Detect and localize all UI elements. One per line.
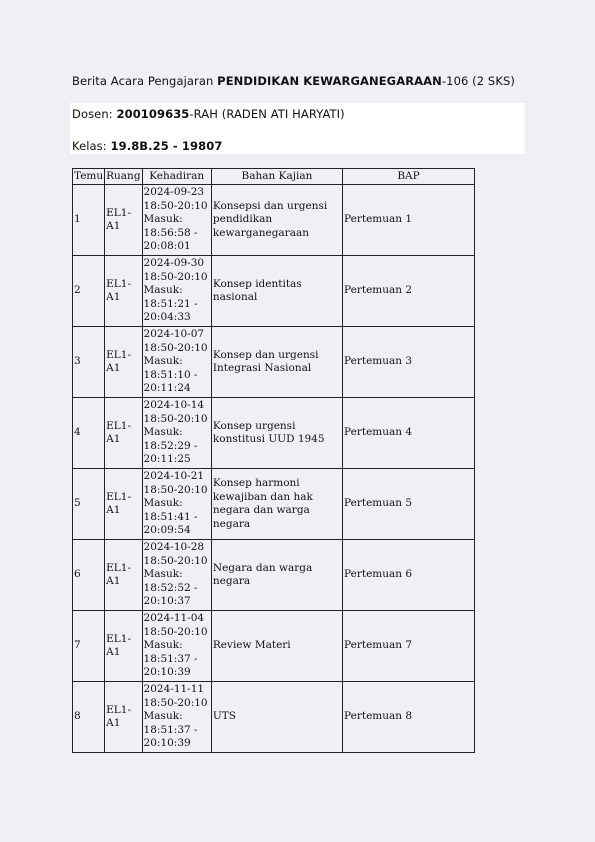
column-header-bap: BAP	[343, 169, 475, 185]
kelas-label: Kelas:	[72, 139, 111, 153]
cell-bahan-kajian: Konsep identitas nasional	[211, 256, 342, 327]
cell-ruang: EL1-A1	[105, 469, 142, 540]
cell-bap: Pertemuan 2	[343, 256, 475, 327]
dosen-id: 200109635	[116, 107, 190, 121]
cell-temu: 2	[73, 256, 105, 327]
table-row	[73, 185, 475, 256]
table-row	[73, 611, 475, 682]
course-name: PENDIDIKAN KEWARGANEGARAAN	[217, 74, 442, 88]
cell-bahan-kajian: UTS	[211, 682, 342, 753]
kehadiran-schedule: 18:50-20:10	[143, 554, 208, 567]
kehadiran-masuk-start: 18:51:21 -	[143, 297, 198, 310]
kehadiran-masuk-start: 18:52:52 -	[143, 581, 198, 594]
cell-ruang: EL1-A1	[105, 185, 142, 256]
attendance-table	[72, 168, 475, 753]
kehadiran-masuk-start: 18:51:10 -	[143, 368, 198, 381]
table-row	[73, 398, 475, 469]
kehadiran-date: 2024-11-04	[143, 612, 205, 625]
kehadiran-masuk-label: Masuk:	[143, 284, 183, 297]
kehadiran-masuk-start: 18:52:29 -	[143, 439, 198, 452]
column-header-bahan-kajian: Bahan Kajian	[211, 169, 342, 185]
kehadiran-masuk-start: 18:51:37 -	[143, 652, 198, 665]
cell-ruang: EL1-A1	[105, 398, 142, 469]
cell-temu: 1	[73, 185, 105, 256]
kehadiran-masuk-label: Masuk:	[143, 639, 183, 652]
kehadiran-date: 2024-09-30	[143, 257, 205, 270]
kehadiran-masuk-label: Masuk:	[143, 426, 183, 439]
dosen-label: Dosen:	[72, 107, 117, 121]
cell-bahan-kajian: Konsep dan urgensi Integrasi Nasional	[211, 327, 342, 398]
cell-bahan-kajian: Review Materi	[211, 611, 342, 682]
kehadiran-date: 2024-10-14	[143, 399, 205, 412]
cell-kehadiran	[142, 469, 211, 540]
cell-bap: Pertemuan 6	[343, 540, 475, 611]
cell-bahan-kajian: Konsep urgensi konstitusi UUD 1945	[211, 398, 342, 469]
table-row	[73, 327, 475, 398]
kehadiran-masuk-end: 20:11:24	[143, 382, 191, 395]
cell-ruang: EL1-A1	[105, 682, 142, 753]
kehadiran-schedule: 18:50-20:10	[143, 341, 208, 354]
cell-kehadiran	[142, 398, 211, 469]
title-prefix: Berita Acara Pengajaran	[72, 74, 218, 88]
cell-temu: 6	[73, 540, 105, 611]
kehadiran-masuk-end: 20:11:25	[143, 453, 191, 466]
course-suffix: -106 (2 SKS)	[441, 74, 515, 88]
document-title	[72, 74, 515, 88]
cell-kehadiran	[142, 185, 211, 256]
kehadiran-masuk-label: Masuk:	[143, 568, 183, 581]
cell-bap: Pertemuan 7	[343, 611, 475, 682]
kehadiran-schedule: 18:50-20:10	[143, 625, 208, 638]
cell-kehadiran	[142, 611, 211, 682]
column-header-temu: Temu	[73, 169, 105, 185]
cell-kehadiran	[142, 540, 211, 611]
cell-bap: Pertemuan 8	[343, 682, 475, 753]
cell-temu: 4	[73, 398, 105, 469]
kehadiran-masuk-label: Masuk:	[143, 355, 183, 368]
cell-bap: Pertemuan 4	[343, 398, 475, 469]
kehadiran-masuk-start: 18:51:37 -	[143, 723, 198, 736]
cell-bap: Pertemuan 5	[343, 469, 475, 540]
kehadiran-masuk-end: 20:10:39	[143, 666, 191, 679]
cell-temu: 3	[73, 327, 105, 398]
cell-ruang: EL1-A1	[105, 327, 142, 398]
cell-bap: Pertemuan 1	[343, 185, 475, 256]
kehadiran-date: 2024-09-23	[143, 186, 205, 199]
kelas-value: 19.8B.25 - 19807	[110, 139, 223, 153]
kehadiran-masuk-end: 20:10:37	[143, 595, 191, 608]
kehadiran-masuk-end: 20:09:54	[143, 524, 191, 537]
cell-ruang: EL1-A1	[105, 540, 142, 611]
kelas-line	[72, 139, 222, 153]
cell-kehadiran	[142, 682, 211, 753]
kehadiran-schedule: 18:50-20:10	[143, 199, 208, 212]
table-row	[73, 469, 475, 540]
kehadiran-masuk-end: 20:08:01	[143, 240, 191, 253]
table-body	[73, 185, 475, 753]
kehadiran-masuk-end: 20:04:33	[143, 311, 191, 324]
cell-bap: Pertemuan 3	[343, 327, 475, 398]
dosen-line	[72, 107, 345, 121]
cell-kehadiran	[142, 327, 211, 398]
dosen-name: -RAH (RADEN ATI HARYATI)	[189, 107, 345, 121]
cell-ruang: EL1-A1	[105, 611, 142, 682]
table-row	[73, 540, 475, 611]
kehadiran-masuk-start: 18:56:58 -	[143, 226, 198, 239]
kehadiran-masuk-label: Masuk:	[143, 213, 183, 226]
table-row	[73, 256, 475, 327]
kehadiran-date: 2024-10-21	[143, 470, 205, 483]
cell-temu: 5	[73, 469, 105, 540]
cell-bahan-kajian: Konsep harmoni kewajiban dan hak negara dan warga negara	[211, 469, 342, 540]
kehadiran-date: 2024-10-07	[143, 328, 205, 341]
cell-temu: 8	[73, 682, 105, 753]
kehadiran-schedule: 18:50-20:10	[143, 483, 208, 496]
cell-ruang: EL1-A1	[105, 256, 142, 327]
column-header-ruang: Ruang	[105, 169, 142, 185]
table-header-row	[73, 169, 475, 185]
kehadiran-masuk-end: 20:10:39	[143, 737, 191, 750]
kehadiran-masuk-label: Masuk:	[143, 710, 183, 723]
column-header-kehadiran: Kehadiran	[142, 169, 211, 185]
table-row	[73, 682, 475, 753]
cell-bahan-kajian: Konsepsi dan urgensi pendidikan kewarganegaraan	[211, 185, 342, 256]
kehadiran-date: 2024-10-28	[143, 541, 205, 554]
kehadiran-schedule: 18:50-20:10	[143, 696, 208, 709]
kehadiran-masuk-start: 18:51:41 -	[143, 510, 198, 523]
cell-kehadiran	[142, 256, 211, 327]
kehadiran-date: 2024-11-11	[143, 683, 205, 696]
cell-temu: 7	[73, 611, 105, 682]
kehadiran-schedule: 18:50-20:10	[143, 270, 208, 283]
kehadiran-schedule: 18:50-20:10	[143, 412, 208, 425]
cell-bahan-kajian: Negara dan warga negara	[211, 540, 342, 611]
kehadiran-masuk-label: Masuk:	[143, 497, 183, 510]
